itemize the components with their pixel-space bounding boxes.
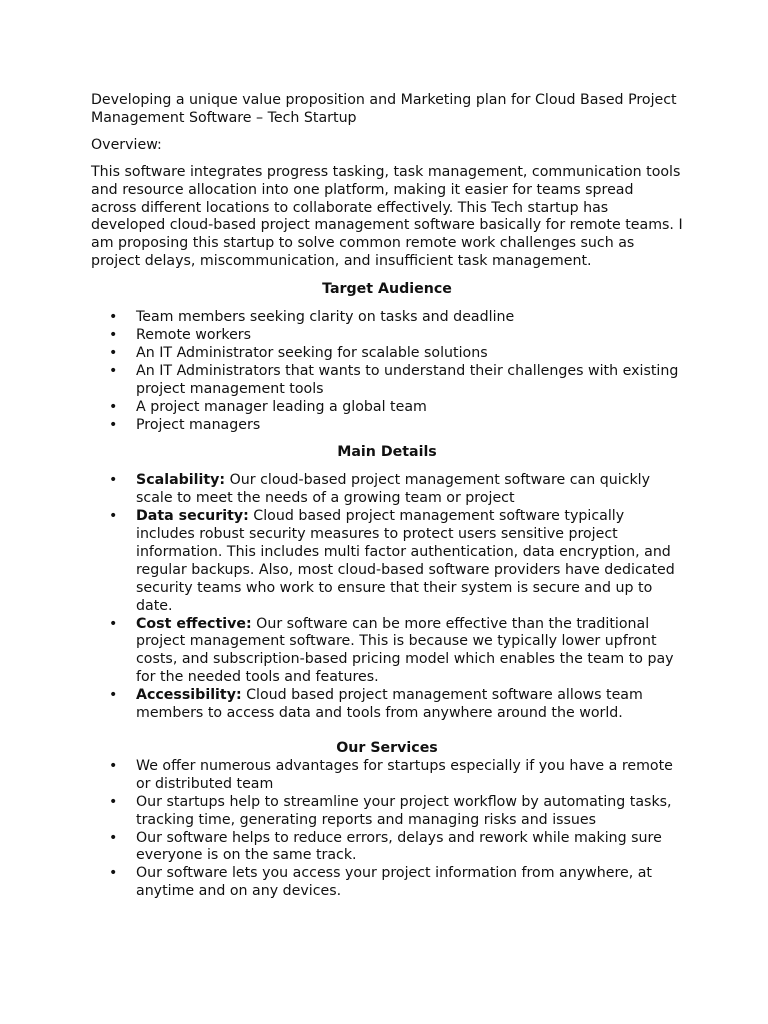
overview-label: Overview: [91, 136, 162, 153]
list-item-text: We offer numerous advantages for startups especially if you have a remote or distributed team [136, 757, 673, 792]
bullet-icon: • [109, 472, 118, 489]
target-audience-heading: Target Audience [322, 281, 452, 298]
list-item-text: An IT Administrator seeking for scalable solutions [136, 344, 488, 361]
bullet-icon: • [109, 309, 118, 326]
bullet-icon: • [109, 757, 118, 774]
detail-term: Scalability: [136, 472, 226, 489]
list-item [91, 309, 683, 327]
detail-text: Cloud based project management software allows team members to access data and tools from anywhere around the world. [136, 687, 643, 722]
bullet-icon: • [109, 615, 118, 632]
document-body [91, 92, 683, 901]
list-item-text: Team members seeking clarity on tasks and deadline [136, 309, 515, 326]
our-services-list [91, 758, 683, 901]
bullet-icon: • [109, 865, 118, 882]
bullet-icon: • [109, 398, 118, 415]
list-item-text: Our startups help to streamline your project workflow by automating tasks, tracking time, generating reports and managing risks and issues [136, 793, 672, 828]
list-item-text: An IT Administrators that wants to understand their challenges with existing project management tools [136, 362, 679, 397]
list-item-text: Our software helps to reduce errors, delays and rework while making sure everyone is on the same track. [136, 829, 662, 864]
list-item [91, 327, 683, 345]
bullet-icon: • [109, 344, 118, 361]
target-audience-list [91, 309, 683, 434]
bullet-icon: • [109, 416, 118, 433]
main-details-heading: Main Details [337, 444, 437, 461]
overview-paragraph: This software integrates progress tasking, task management, communication tools and resource allocation into one platform, making it easier for teams spread across different locations to collaborate effectively. This Tech startup has developed cloud-based project management software basically for remote teams. I am proposing this startup to solve common remote work challenges such as project delays, miscommunication, and insufficient task management. [91, 163, 683, 270]
bullet-icon: • [109, 829, 118, 846]
list-item-text: Remote workers [136, 326, 252, 343]
list-item [91, 830, 683, 866]
detail-text: Cloud based project management software typically includes robust security measures to protect users sensitive project information. This includes multi factor authentication, data encryption, and regular backups. Also, most cloud-based software providers have dedicated security teams who work to ensure that their system is secure and up to date. [136, 508, 675, 614]
document-title: Developing a unique value proposition and Marketing plan for Cloud Based Project Management Software – Tech Startup [91, 92, 677, 126]
list-item [91, 687, 683, 723]
list-item [91, 758, 683, 794]
detail-term: Data security: [136, 508, 249, 525]
list-item [91, 794, 683, 830]
bullet-icon: • [109, 362, 118, 379]
list-item-text: Project managers [136, 416, 261, 433]
list-item-text: A project manager leading a global team [136, 398, 427, 415]
bullet-icon: • [109, 326, 118, 343]
list-item [91, 417, 683, 435]
detail-term: Cost effective: [136, 615, 252, 632]
list-item [91, 399, 683, 417]
list-item [91, 616, 683, 688]
list-item [91, 345, 683, 363]
main-details-list [91, 472, 683, 723]
bullet-icon: • [109, 793, 118, 810]
detail-term: Accessibility: [136, 687, 242, 704]
list-item [91, 865, 683, 901]
list-item-text: Our software lets you access your project information from anywhere, at anytime and on any devices. [136, 865, 652, 900]
list-item [91, 508, 683, 615]
list-item [91, 363, 683, 399]
bullet-icon: • [109, 687, 118, 704]
bullet-icon: • [109, 508, 118, 525]
detail-text: Our software can be more effective than the traditional project management software. This is because we typically lower upfront costs, and subscription-based pricing model which enables the team to pay for the needed tools and features. [136, 615, 674, 686]
detail-text: Our cloud-based project management software can quickly scale to meet the needs of a growing team or project [136, 472, 651, 507]
list-item [91, 472, 683, 508]
our-services-heading: Our Services [336, 740, 438, 756]
